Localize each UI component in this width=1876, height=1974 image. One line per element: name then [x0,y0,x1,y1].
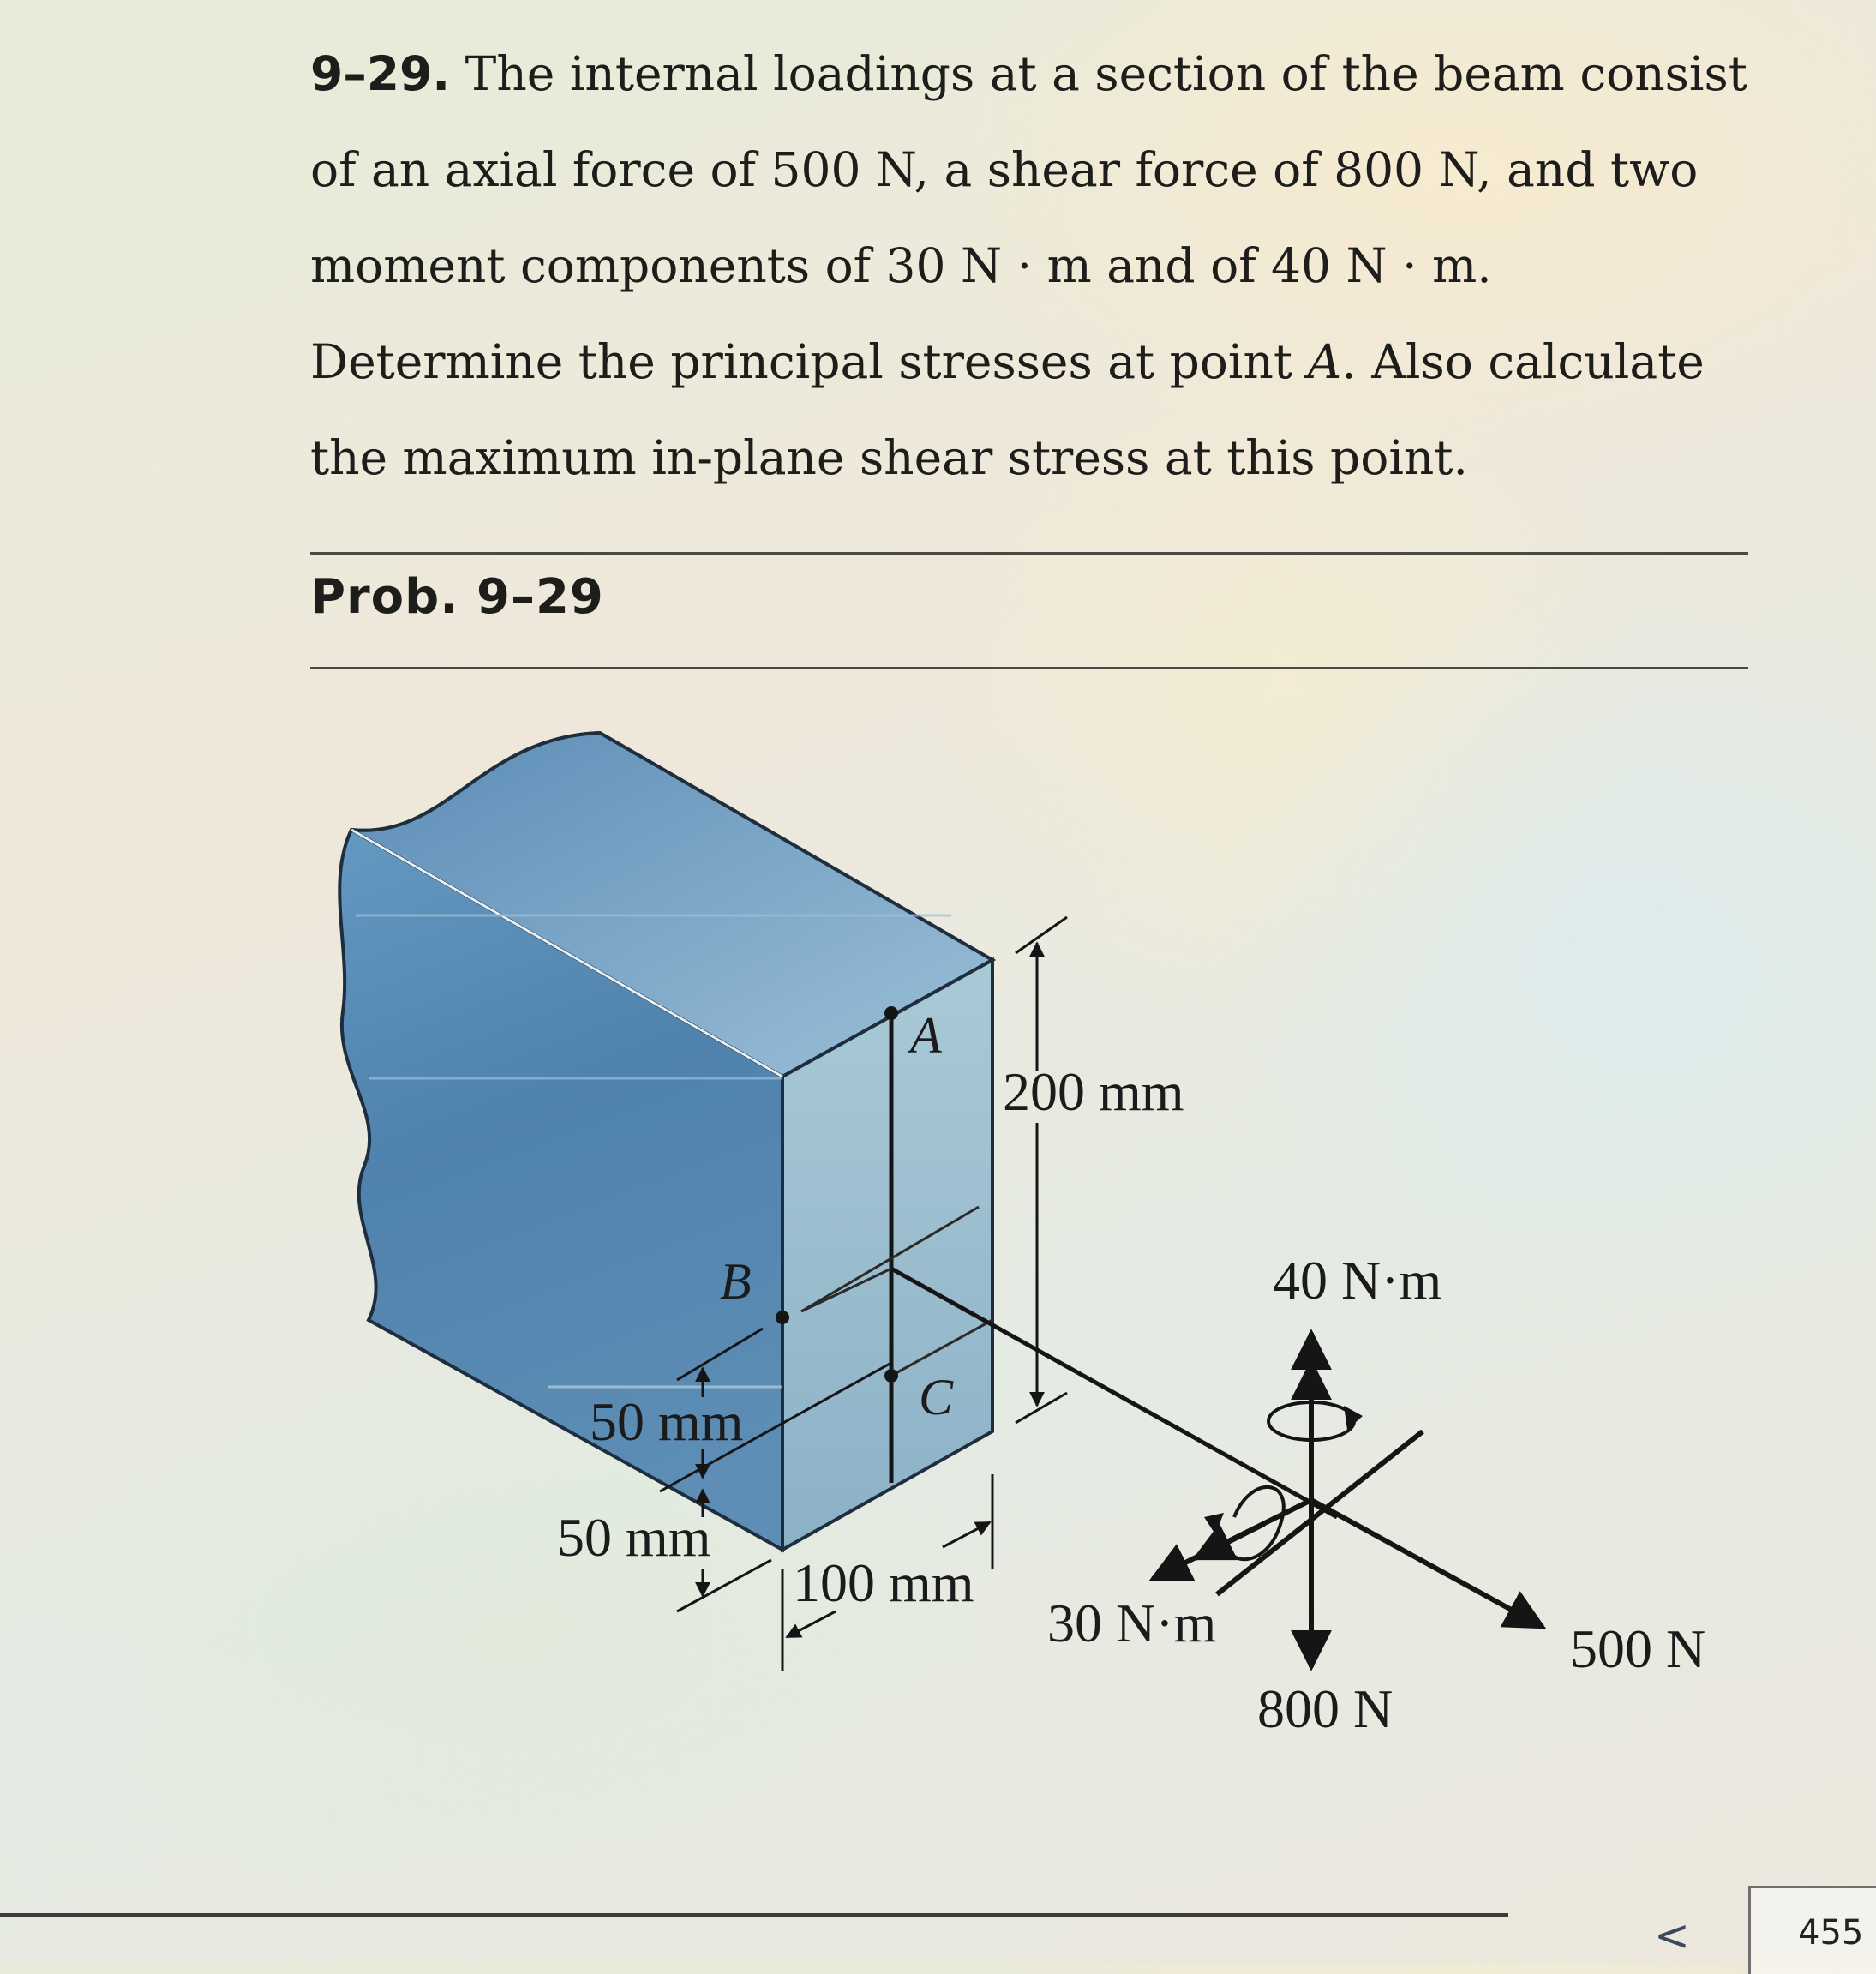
moment-30-curl-arrowhead-icon [1204,1513,1224,1534]
dim-200-ext-top [1016,917,1067,953]
page-number: 455 [1798,1913,1864,1953]
axial-force-arrow [1311,1500,1543,1627]
problem-number: 9–29. [310,46,451,101]
label-point-a: A [910,1007,942,1064]
moment-40-label: 40 N·m [1273,1250,1442,1311]
dim-50-upper-label: 50 mm [590,1391,744,1452]
dim-100-arrow-right [943,1522,990,1547]
dim-200-ext-bottom [1016,1393,1067,1423]
dim-100-label: 100 mm [793,1552,974,1613]
figure-label: Prob. 9–29 [310,569,604,625]
moment-30-label: 30 N·m [1047,1593,1217,1653]
axial-force-label: 500 N [1570,1618,1706,1679]
dim-100-arrow-left [787,1611,836,1637]
shear-force-label: 800 N [1257,1678,1394,1739]
point-c-dot [884,1369,898,1383]
label-point-b: B [720,1253,752,1310]
problem-text-part2: . Also calculate the maximum in-plane shear stress at this point. [310,334,1705,485]
point-a-dot [884,1006,898,1020]
label-point-c: C [919,1369,954,1425]
problem-text-part1: The internal loadings at a section of the beam consist of an axial force of 500 N, a shear force of 800 N, and two moment components of 30 N · m and of 40 N · m. Determine the principal stresses at point [310,46,1747,389]
dim-200-label: 200 mm [1003,1061,1184,1122]
problem-point: A [1307,334,1342,389]
dim-50-lower-label: 50 mm [557,1507,711,1568]
page-bottom-rule [0,1913,1508,1917]
horizontal-cross-axis [1217,1431,1423,1594]
point-b-dot [776,1311,789,1324]
dim-50-ext3 [677,1560,771,1611]
chevron-left-icon[interactable]: < [1654,1911,1690,1960]
